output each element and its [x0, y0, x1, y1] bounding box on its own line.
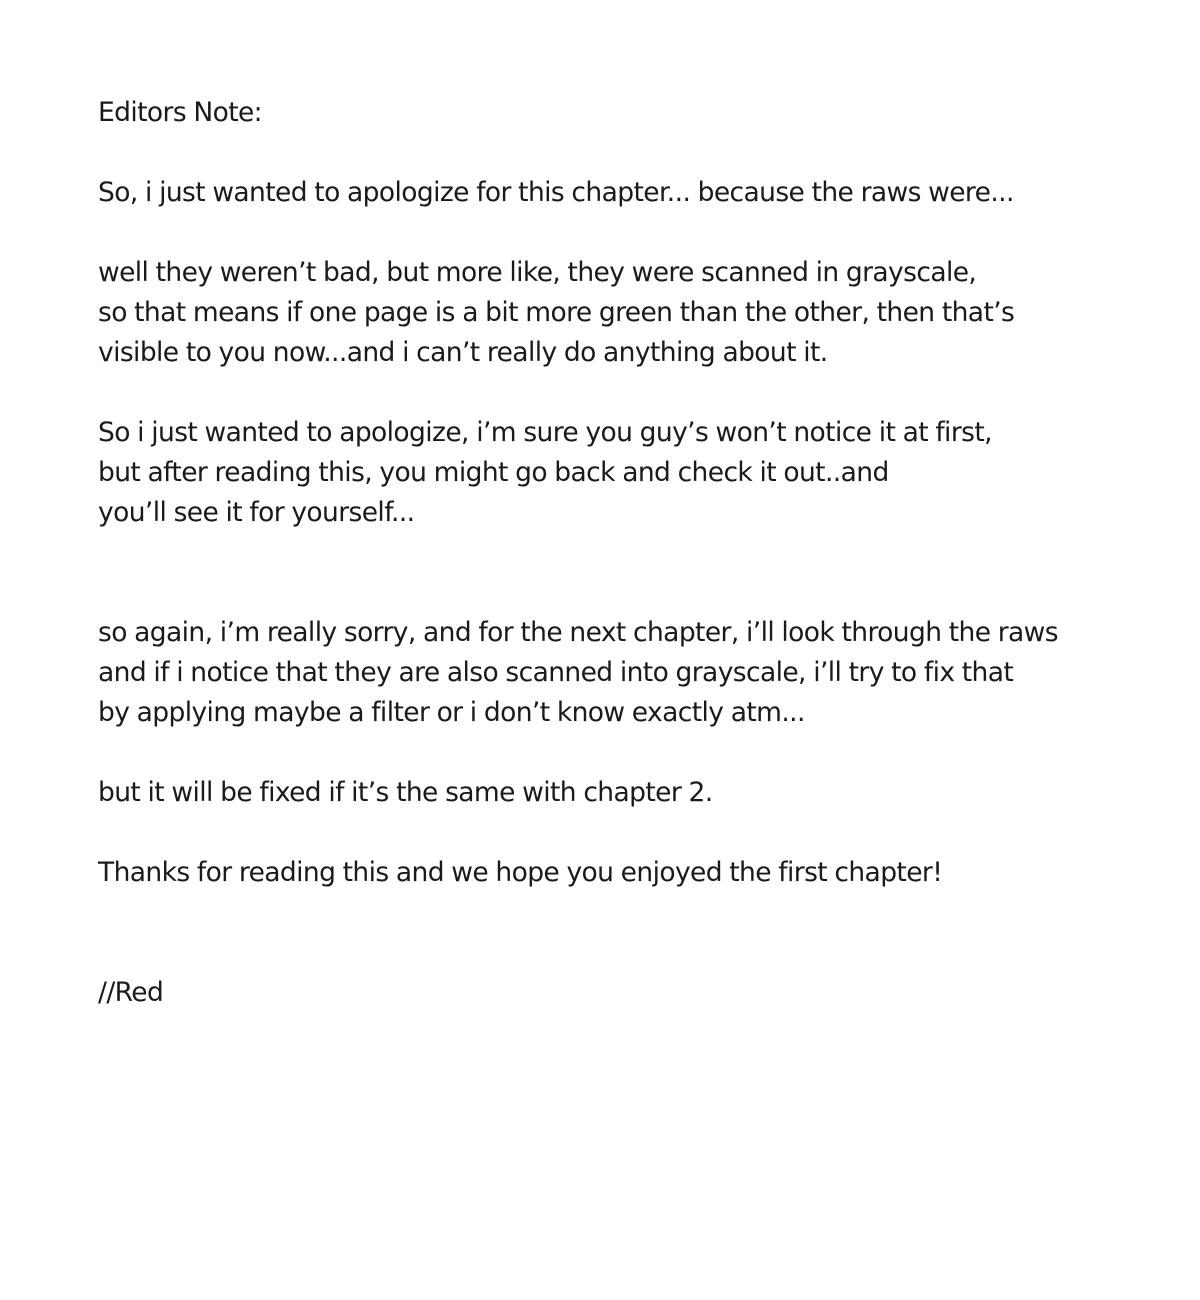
paragraph-1-line-1: So, i just wanted to apologize for this chapter... because the raws were...: [98, 177, 1014, 208]
paragraph-2-line-2: so that means if one page is a bit more green than the other, then that’s: [98, 297, 1015, 328]
paragraph-2-line-3: visible to you now...and i can’t really do anything about it.: [98, 337, 828, 368]
paragraph-3-line-1: So i just wanted to apologize, i’m sure you guy’s won’t notice it at first,: [98, 417, 992, 448]
paragraph-4-line-3: by applying maybe a filter or i don’t know exactly atm...: [98, 697, 805, 728]
paragraph-6-line-1: Thanks for reading this and we hope you enjoyed the first chapter!: [98, 857, 943, 888]
signature: //Red: [98, 977, 164, 1008]
note-heading: Editors Note:: [98, 97, 263, 128]
paragraph-5-line-1: but it will be fixed if it’s the same with chapter 2.: [98, 777, 713, 808]
paragraph-3-line-2: but after reading this, you might go back and check it out..and: [98, 457, 889, 488]
paragraph-2-line-1: well they weren’t bad, but more like, they were scanned in grayscale,: [98, 257, 977, 288]
paragraph-4-line-2: and if i notice that they are also scanned into grayscale, i’ll try to fix that: [98, 657, 1014, 688]
paragraph-3-line-3: you’ll see it for yourself...: [98, 497, 415, 528]
paragraph-4-line-1: so again, i’m really sorry, and for the next chapter, i’ll look through the raws: [98, 617, 1058, 648]
